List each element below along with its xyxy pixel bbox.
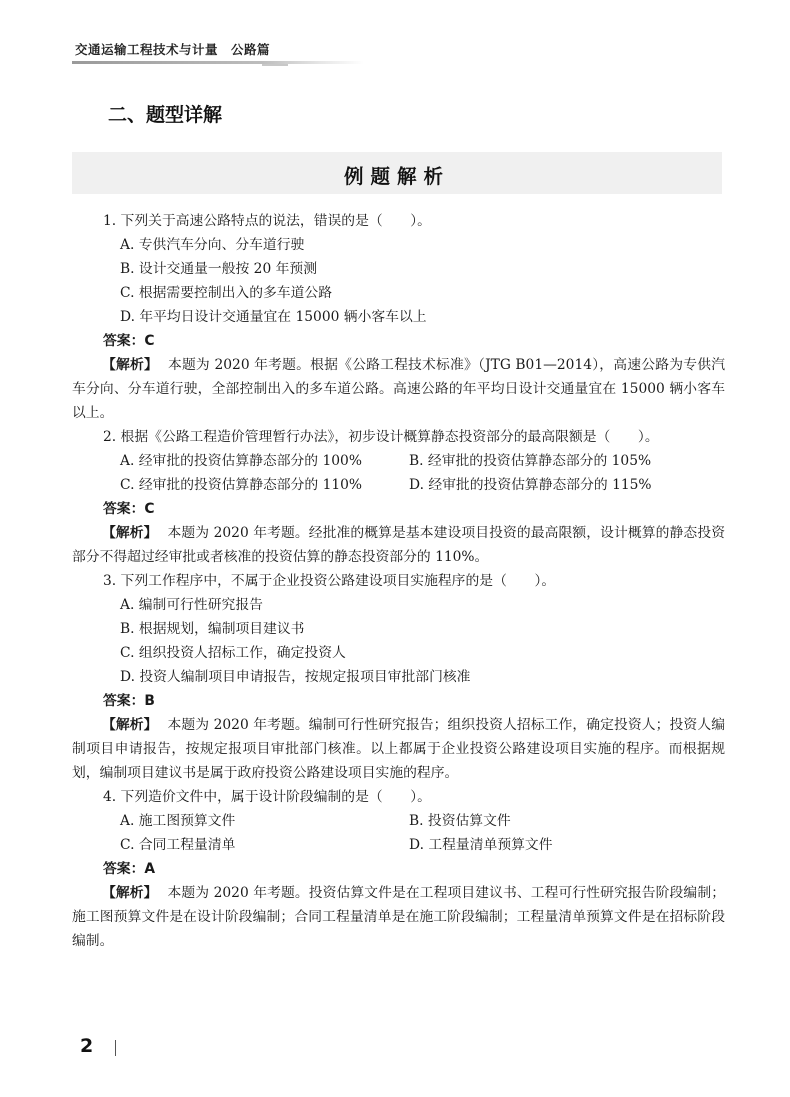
- section-heading: 二、题型详解: [108, 104, 223, 126]
- question-stem: 4. 下列造价文件中，属于设计阶段编制的是（ ）。: [103, 789, 431, 805]
- options-row-ab: [103, 449, 725, 473]
- option-c: C. 根据需要控制出入的多车道公路: [120, 285, 332, 301]
- option-a: A. 专供汽车分向、分车道行驶: [120, 237, 305, 253]
- question-3: [72, 569, 725, 785]
- question-stem: 1. 下列关于高速公路特点的说法，错误的是（ ）。: [103, 213, 431, 229]
- answer: 答案：C: [103, 333, 155, 349]
- analysis-paragraph: [72, 521, 725, 569]
- running-header-title: 交通运输工程技术与计量 公路篇: [75, 42, 271, 57]
- content: [72, 209, 725, 953]
- question-1: [72, 209, 725, 425]
- option-d: D. 年平均日设计交通量宜在 15000 辆小客车以上: [120, 309, 427, 325]
- analysis-label: 【解析】: [102, 525, 158, 541]
- option-b: B. 投资估算文件: [409, 813, 511, 829]
- question-4: [72, 785, 725, 953]
- analysis-label: 【解析】: [102, 885, 158, 901]
- analysis-text: 本题为 2020 年考题。经批准的概算是基本建设项目投资的最高限额，设计概算的静态投资部分不得超过经审批或者核准的投资估算的静态投资部分的 110%。: [72, 525, 725, 565]
- question-2: [72, 425, 725, 569]
- options-row-cd: [103, 833, 725, 857]
- analysis-label: 【解析】: [102, 357, 158, 373]
- option-a: A. 施工图预算文件: [120, 813, 236, 829]
- option-c: C. 合同工程量清单: [120, 837, 236, 853]
- banner-title: 例题解析: [343, 165, 450, 188]
- page-number-divider: [115, 1040, 116, 1056]
- question-stem: 3. 下列工作程序中，不属于企业投资公路建设项目实施程序的是（ ）。: [103, 573, 556, 589]
- analysis-paragraph: [72, 713, 725, 785]
- answer: 答案：C: [103, 501, 155, 517]
- header-rule: [72, 61, 364, 64]
- option-b: B. 根据规划，编制项目建议书: [120, 621, 305, 637]
- options-row-ab: [103, 809, 725, 833]
- answer: 答案：A: [103, 861, 156, 877]
- option-a: A. 编制可行性研究报告: [120, 597, 263, 613]
- option-c: C. 组织投资人招标工作，确定投资人: [120, 645, 346, 661]
- answer: 答案：B: [103, 693, 155, 709]
- option-d: D. 工程量清单预算文件: [409, 837, 553, 853]
- option-a: A. 经审批的投资估算静态部分的 100%: [120, 453, 362, 469]
- option-d: D. 经审批的投资估算静态部分的 115%: [409, 477, 652, 493]
- analysis-text: 本题为 2020 年考题。编制可行性研究报告；组织投资人招标工作，确定投资人；投资人编制项目申请报告，按规定报项目审批部门核准。以上都属于企业投资公路建设项目实施的程序。而根据规划，编制项目建议书是属于政府投资公路建设项目实施的程序。: [72, 717, 725, 781]
- option-c: C. 经审批的投资估算静态部分的 110%: [120, 477, 363, 493]
- analysis-text: 本题为 2020 年考题。根据《公路工程技术标准》（JTG B01—2014），高速公路为专供汽车分向、分车道行驶，全部控制出入的多车道公路。高速公路的年平均日设计交通量宜在 15000 辆小客车以上。: [72, 357, 725, 421]
- option-b: B. 经审批的投资估算静态部分的 105%: [409, 453, 652, 469]
- page-number: 2: [80, 1035, 94, 1057]
- question-stem: 2. 根据《公路工程造价管理暂行办法》，初步设计概算静态投资部分的最高限额是（ ）。: [103, 429, 659, 445]
- option-b: B. 设计交通量一般按 20 年预测: [120, 261, 318, 277]
- analysis-paragraph: [72, 881, 725, 953]
- option-d: D. 投资人编制项目申请报告，按规定报项目审批部门核准: [120, 669, 471, 685]
- analysis-label: 【解析】: [102, 717, 158, 733]
- analysis-text: 本题为 2020 年考题。投资估算文件是在工程项目建议书、工程可行性研究报告阶段编制；施工图预算文件是在设计阶段编制；合同工程量清单是在施工阶段编制；工程量清单预算文件是在招标阶段编制。: [72, 885, 725, 949]
- header-rule-accent: [262, 64, 288, 66]
- options-row-cd: [103, 473, 725, 497]
- analysis-paragraph: [72, 353, 725, 425]
- banner: [72, 152, 722, 194]
